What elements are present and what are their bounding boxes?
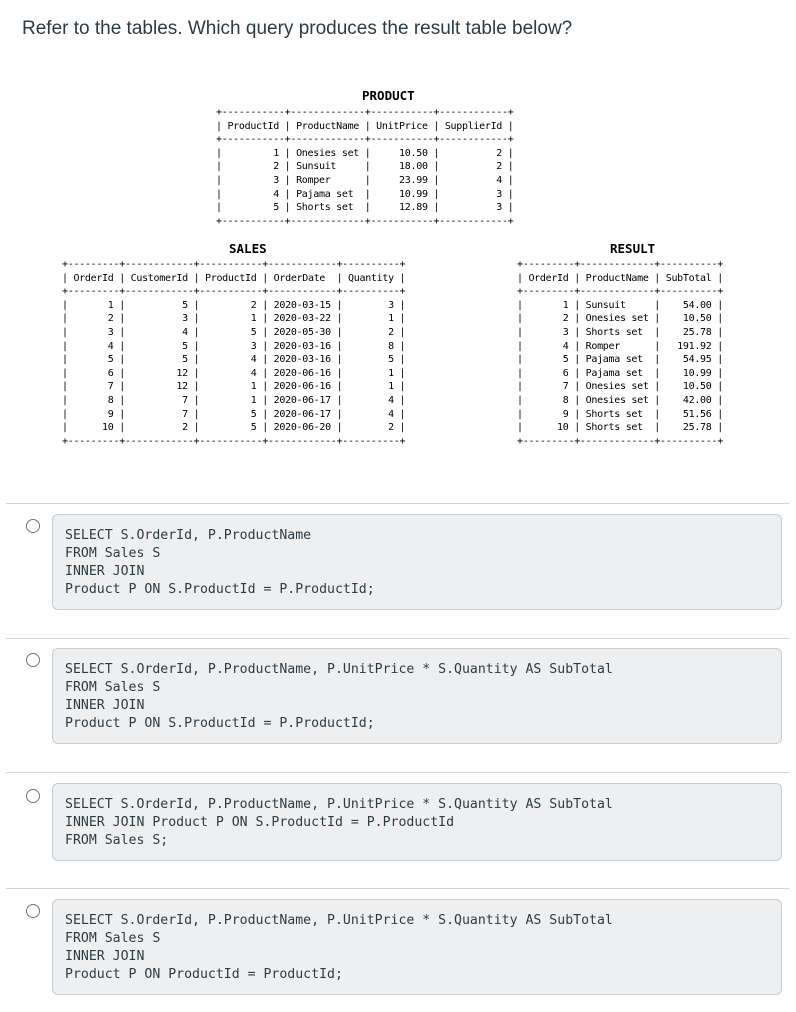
separator <box>6 772 790 773</box>
code-line: INNER JOIN <box>65 949 145 964</box>
code-line: SELECT S.OrderId, P.ProductName, P.UnitPrice * S.Quantity AS SubTotal <box>65 797 613 812</box>
product-table-title: PRODUCT <box>362 88 415 103</box>
code-line: FROM Sales S; <box>65 833 169 848</box>
code-line: SELECT S.OrderId, P.ProductName, P.UnitPrice * S.Quantity AS SubTotal <box>65 662 613 677</box>
separator <box>6 638 790 639</box>
code-line: FROM Sales S <box>65 546 161 561</box>
code-line: Product P ON ProductId = ProductId; <box>65 967 343 982</box>
code-line: INNER JOIN <box>65 698 145 713</box>
sales-table: +---------+------------+-----------+------------+----------+ | OrderId | CustomerId | ProductId | OrderDate | Quantity | +---------+------------+-----------+------------+----------+ | 1 | 5 | 2 | 2020-03-15 | 3 | | 2 | 3 | 1 | 2020-03-22 | 1 | | 3 | 4 | 5 | 2020-05-30 | 2 | | 4 | 5 | 3 | 2020-03-16 | 8 | | 5 | 5 | 4 | 2020-03-16 | 5 | | 6 | 12 | 4 | 2020-06-16 | 1 | | 7 | 12 | 1 | 2020-06-16 | 1 | | 8 | 7 | 1 | 2020-06-17 | 4 | | 9 | 7 | 5 | 2020-06-17 | 4 | | 10 | 2 | 5 | 2020-06-20 | 2 | +---------+------------+-----------+------------+----------+ <box>62 259 406 447</box>
code-line: SELECT S.OrderId, P.ProductName <box>65 528 312 543</box>
separator <box>6 503 790 504</box>
separator <box>6 888 790 889</box>
code-line: SELECT S.OrderId, P.ProductName, P.UnitPrice * S.Quantity AS SubTotal <box>65 913 613 928</box>
option-2-radio[interactable] <box>26 653 40 667</box>
option-1-radio[interactable] <box>26 519 40 533</box>
code-line: Product P ON S.ProductId = P.ProductId; <box>65 582 375 597</box>
option-4-answer[interactable] <box>52 899 782 995</box>
option-2-answer[interactable] <box>52 648 782 744</box>
result-table-title: RESULT <box>610 241 656 256</box>
option-3-answer[interactable] <box>52 783 782 861</box>
code-line: FROM Sales S <box>65 680 161 695</box>
code-line: FROM Sales S <box>65 931 161 946</box>
sales-table-title: SALES <box>229 241 267 256</box>
product-table: +-----------+-------------+-----------+------------+ | ProductId | ProductName | UnitPrice | SupplierId | +-----------+-------------+-----------+------------+ | 1 | Onesies set | 10.50 | 2 | | 2 | Sunsuit | 18.00 | 2 | | 3 | Romper | 23.99 | 4 | | 4 | Pajama set | 10.99 | 3 | | 5 | Shorts set | 12.89 | 3 | +-----------+-------------+-----------+------------+ <box>216 107 514 227</box>
question-text: Refer to the tables. Which query produces the result table below? <box>22 18 573 39</box>
option-4-radio[interactable] <box>26 904 40 918</box>
option-3-radio[interactable] <box>26 789 40 803</box>
option-1-answer[interactable] <box>52 514 782 610</box>
code-line: Product P ON S.ProductId = P.ProductId; <box>65 716 375 731</box>
code-line: INNER JOIN <box>65 564 145 579</box>
code-line: INNER JOIN Product P ON S.ProductId = P.ProductId <box>65 815 455 830</box>
result-table: +---------+-------------+----------+ | OrderId | ProductName | SubTotal | +---------+-------------+----------+ | 1 | Sunsuit | 54.00 | | 2 | Onesies set | 10.50 | | 3 | Shorts set | 25.78 | | 4 | Romper | 191.92 | | 5 | Pajama set | 54.95 | | 6 | Pajama set | 10.99 | | 7 | Onesies set | 10.50 | | 8 | Onesies set | 42.00 | | 9 | Shorts set | 51.56 | | 10 | Shorts set | 25.78 | +---------+-------------+----------+ <box>517 259 723 447</box>
